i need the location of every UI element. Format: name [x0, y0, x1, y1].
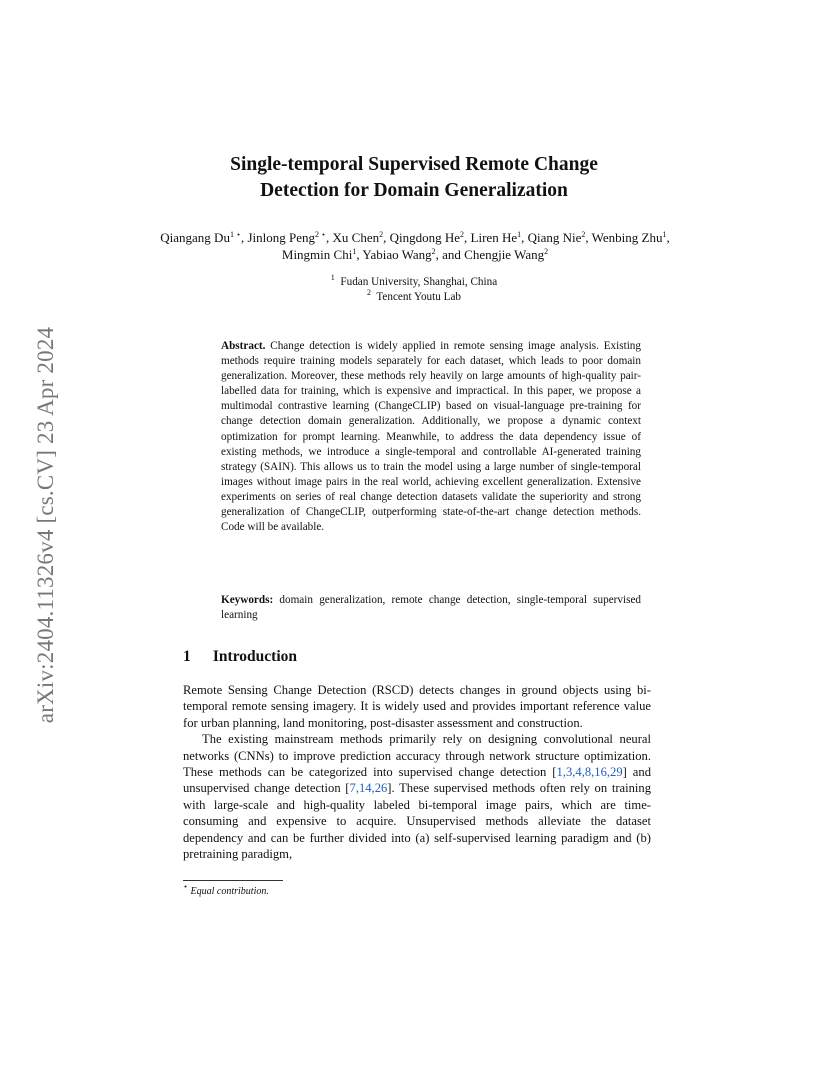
title-line-1: Single-temporal Supervised Remote Change [230, 154, 598, 175]
affiliations [0, 275, 828, 305]
affiliation: $^2$ Tencent Youtu Lab [366, 288, 462, 303]
abstract-text: Change detection is widely applied in remote sensing image analysis. Existing methods require training models separately for each dataset, which leads to poor domain generalization. Moreover, these methods rely heavily on large amounts of high-quality pair-labelled data for training, which is expensive and impractical. In this paper, we propose a multimodal contrastive learning (ChangeCLIP) based on visual-language pre-training for change detection domain generalization. Additionally, we propose a dynamic context optimization for prompt learning. Meanwhile, to address the data dependency issue of existing methods, we introduce a single-temporal and controllable AI-generated training strategy (SAIN). This allows us to train the model using a large number of single-temporal images without image pairs in the real world, achieving excellent generalization. Extensive experiments on series of real change detection datasets validate the superiority and strong generalization of ChangeCLIP, outperforming state-of-the-art change detection methods. Code will be available. [221, 340, 641, 534]
footnote-mark: ⋆ [183, 882, 189, 891]
introduction-body [183, 682, 651, 862]
paragraph: The existing mainstream methods primarily rely on designing convolutional neural networks (CNNs) to improve prediction accuracy through network structure optimization. These methods can be categorized into supervised change detection [1,3,4,8,16,29] and unsupervised change detection [7,14,26]. These supervised methods often rely on training with large-scale and high-quality labeled bi-temporal image pairs, which are time-consuming and expensive to acquire. Unsupervised methods alleviate the dataset dependency and can be further divided into (a) self-supervised learning paradigm and (b) pretraining paradigm, [183, 732, 651, 862]
affiliation: $^1$ Fudan University, Shanghai, China [330, 273, 498, 288]
author: Qiangang $Du^{1 ⋆}$ [160, 230, 241, 245]
keywords-text: domain generalization, remote change detection, single-temporal supervised learning [221, 594, 642, 622]
author: Qingdong He$^2$ [389, 230, 465, 245]
abstract [221, 339, 641, 535]
author: Liren He$^1$ [470, 230, 522, 245]
abstract-label: Abstract. [221, 340, 266, 352]
author: Yabiao Wang$^2$ [362, 247, 436, 262]
keywords [221, 593, 641, 623]
author: Mingmin Chi$^1$ [281, 247, 357, 262]
footnote-rule [183, 880, 283, 881]
paragraph: Remote Sensing Change Detection (RSCD) detects changes in ground objects using bi-temporal remote sensing imagery. It is widely used and provides important reference value for urban planning, land monitoring, post-disaster assessment and construction. [183, 683, 651, 730]
author: Jinlong Peng$^{2 ⋆}$ [247, 230, 327, 245]
section-number: 1 [183, 648, 191, 665]
author: Xu Chen$^2$ [332, 230, 384, 245]
title-line-2: Detection for Domain Generalization [260, 180, 568, 201]
citation-link[interactable]: 7,14,26 [349, 781, 388, 796]
section-title: Introduction [212, 648, 297, 665]
footnote-text: Equal contribution. [190, 886, 269, 897]
author: and Chengjie Wang$^2$ [442, 247, 549, 262]
arxiv-identifier: arXiv:2404.11326v4 [cs.CV] 23 Apr 2024 [33, 326, 58, 724]
paper-title [0, 152, 828, 204]
footnote [183, 882, 269, 899]
author: Qiang Nie$^2$ [527, 230, 586, 245]
section-heading [183, 648, 297, 666]
citation-link[interactable]: 1,3,4,8,16,29 [556, 765, 623, 780]
author-list: Qiangang $Du^{1 ⋆}$, Jinlong Peng$^{2 ⋆}$, Xu Chen$^2$, Qingdong He$^2$, Liren He$^1$, Qiang Nie$^2$, Wenbing Zhu$^1$, Mingmin Chi$^1$, Yabiao Wang$^2$, and Chengjie Wang$^2$ [160, 230, 670, 262]
keywords-label: Keywords: [221, 594, 274, 606]
author: Wenbing Zhu$^1$ [591, 230, 667, 245]
